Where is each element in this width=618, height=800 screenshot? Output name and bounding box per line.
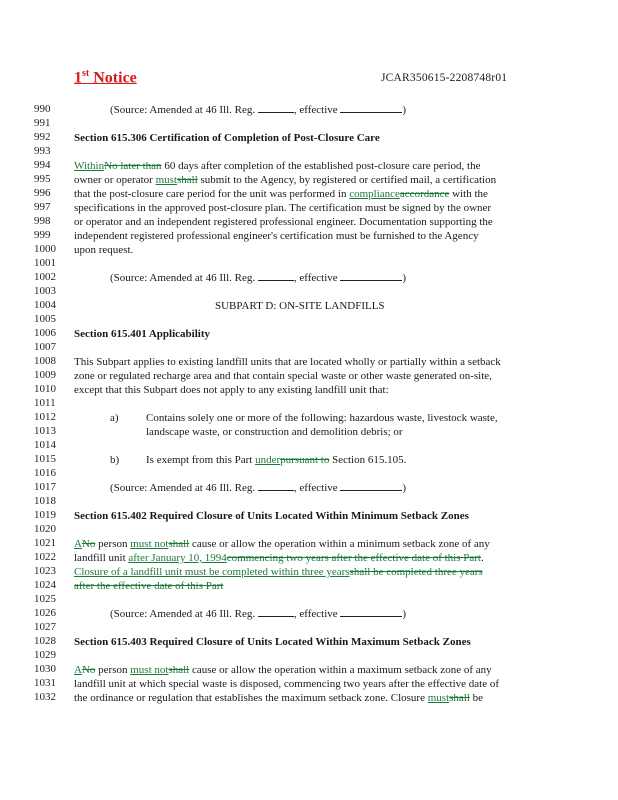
paragraph-line: that the post-closure care period for the unit was performed in complianceaccordance with the [74,188,488,200]
line-number: 1017 [34,481,56,493]
line-number: 1020 [34,523,56,535]
line-number: 1019 [34,509,56,521]
line-number: 1027 [34,621,56,633]
blank-line [258,271,294,281]
line-number: 996 [34,187,51,199]
line-number: 1031 [34,677,56,689]
paragraph-line: landfill unit after January 10, 1994commencing two years after the effective date of this Part. [74,552,484,564]
section-heading: Section 615.401 Applicability [74,328,210,340]
line-number: 999 [34,229,51,241]
line-number: 1021 [34,537,56,549]
paragraph-line: This Subpart applies to existing landfill units that are located wholly or partially within a setback [74,356,501,368]
notice-heading: 1st Notice [74,68,137,87]
line-number: 1016 [34,467,56,479]
paragraph-line: or operator and an independent registered professional engineer. Documentation supporting the [74,216,493,228]
document-id: JCAR350615-2208748r01 [381,72,508,84]
line-number: 1025 [34,593,56,605]
list-label: b) [110,454,120,466]
line-number: 1005 [34,313,56,325]
list-label: a) [110,412,119,424]
paragraph-line: ANo person must notshall cause or allow the operation within a maximum setback zone of any [74,664,492,676]
line-number: 1014 [34,439,56,451]
line-number: 991 [34,117,51,129]
blank-line [340,481,402,491]
blank-line [258,481,294,491]
line-number: 1028 [34,635,56,647]
line-number: 1029 [34,649,56,661]
line-number: 1009 [34,369,56,381]
paragraph-line: Closure of a landfill unit must be completed within three yearsshall be completed three years [74,566,483,578]
source-note: (Source: Amended at 46 Ill. Reg. , effective ) [110,272,407,284]
line-number: 1006 [34,327,56,339]
line-number: 1026 [34,607,56,619]
line-number: 1018 [34,495,56,507]
line-number: 992 [34,131,51,143]
line-number: 1001 [34,257,56,269]
paragraph-line: independent registered professional engineer's certification must be furnished to the Agency [74,230,479,242]
line-number: 1022 [34,551,56,563]
section-heading: Section 615.403 Required Closure of Units Located Within Maximum Setback Zones [74,636,471,648]
line-number: 995 [34,173,51,185]
line-number: 990 [34,103,51,115]
line-number: 1015 [34,453,56,465]
list-item-line: Contains solely one or more of the following: hazardous waste, livestock waste, [146,412,498,424]
line-number: 998 [34,215,51,227]
line-number: 1013 [34,425,56,437]
blank-line [340,271,402,281]
line-number: 1008 [34,355,56,367]
paragraph-line: after the effective date of this Part [74,580,224,592]
line-number: 1010 [34,383,56,395]
list-item-line: Is exempt from this Part underpursuant to Section 615.105. [146,454,407,466]
paragraph-line: ANo person must notshall cause or allow the operation within a minimum setback zone of any [74,538,490,550]
blank-line [340,607,402,617]
paragraph-line: zone or regulated recharge area and that contain special waste or other waste generated on-site, [74,370,492,382]
blank-line [340,103,402,113]
source-note: (Source: Amended at 46 Ill. Reg. , effective ) [110,104,407,116]
paragraph-line: specifications in the approved post-closure plan. The certification must be signed by the owner [74,202,492,214]
line-number: 994 [34,159,51,171]
line-number: 1023 [34,565,56,577]
line-number: 1000 [34,243,56,255]
line-number: 997 [34,201,51,213]
line-number: 1012 [34,411,56,423]
source-note: (Source: Amended at 46 Ill. Reg. , effective ) [110,482,407,494]
line-number: 1003 [34,285,56,297]
line-number: 1011 [34,397,56,409]
line-number: 1007 [34,341,56,353]
paragraph-line: the ordinance or regulation that establishes the maximum setback zone. Closure mustshall be [74,692,484,704]
section-heading: Section 615.402 Required Closure of Units Located Within Minimum Setback Zones [74,510,469,522]
blank-line [258,103,294,113]
list-item-line: landscape waste, or construction and demolition debris; or [146,426,403,438]
line-number: 1002 [34,271,56,283]
source-note: (Source: Amended at 46 Ill. Reg. , effective ) [110,608,407,620]
paragraph-line: except that this Subpart does not apply to any existing landfill unit that: [74,384,389,396]
paragraph-line: WithinNo later than 60 days after completion of the established post-closure care period, the [74,160,481,172]
paragraph-line: upon request. [74,244,134,256]
line-number: 1024 [34,579,56,591]
paragraph-line: owner or operator mustshall submit to the Agency, by registered or certified mail, a certification [74,174,497,186]
line-number: 993 [34,145,51,157]
line-number: 1030 [34,663,56,675]
subpart-heading: SUBPART D: ON-SITE LANDFILLS [215,300,385,312]
line-number: 1032 [34,691,56,703]
paragraph-line: landfill unit at which special waste is disposed, commencing two years after the effective date of [74,678,499,690]
blank-line [258,607,294,617]
section-heading: Section 615.306 Certification of Completion of Post-Closure Care [74,132,380,144]
line-number: 1004 [34,299,56,311]
